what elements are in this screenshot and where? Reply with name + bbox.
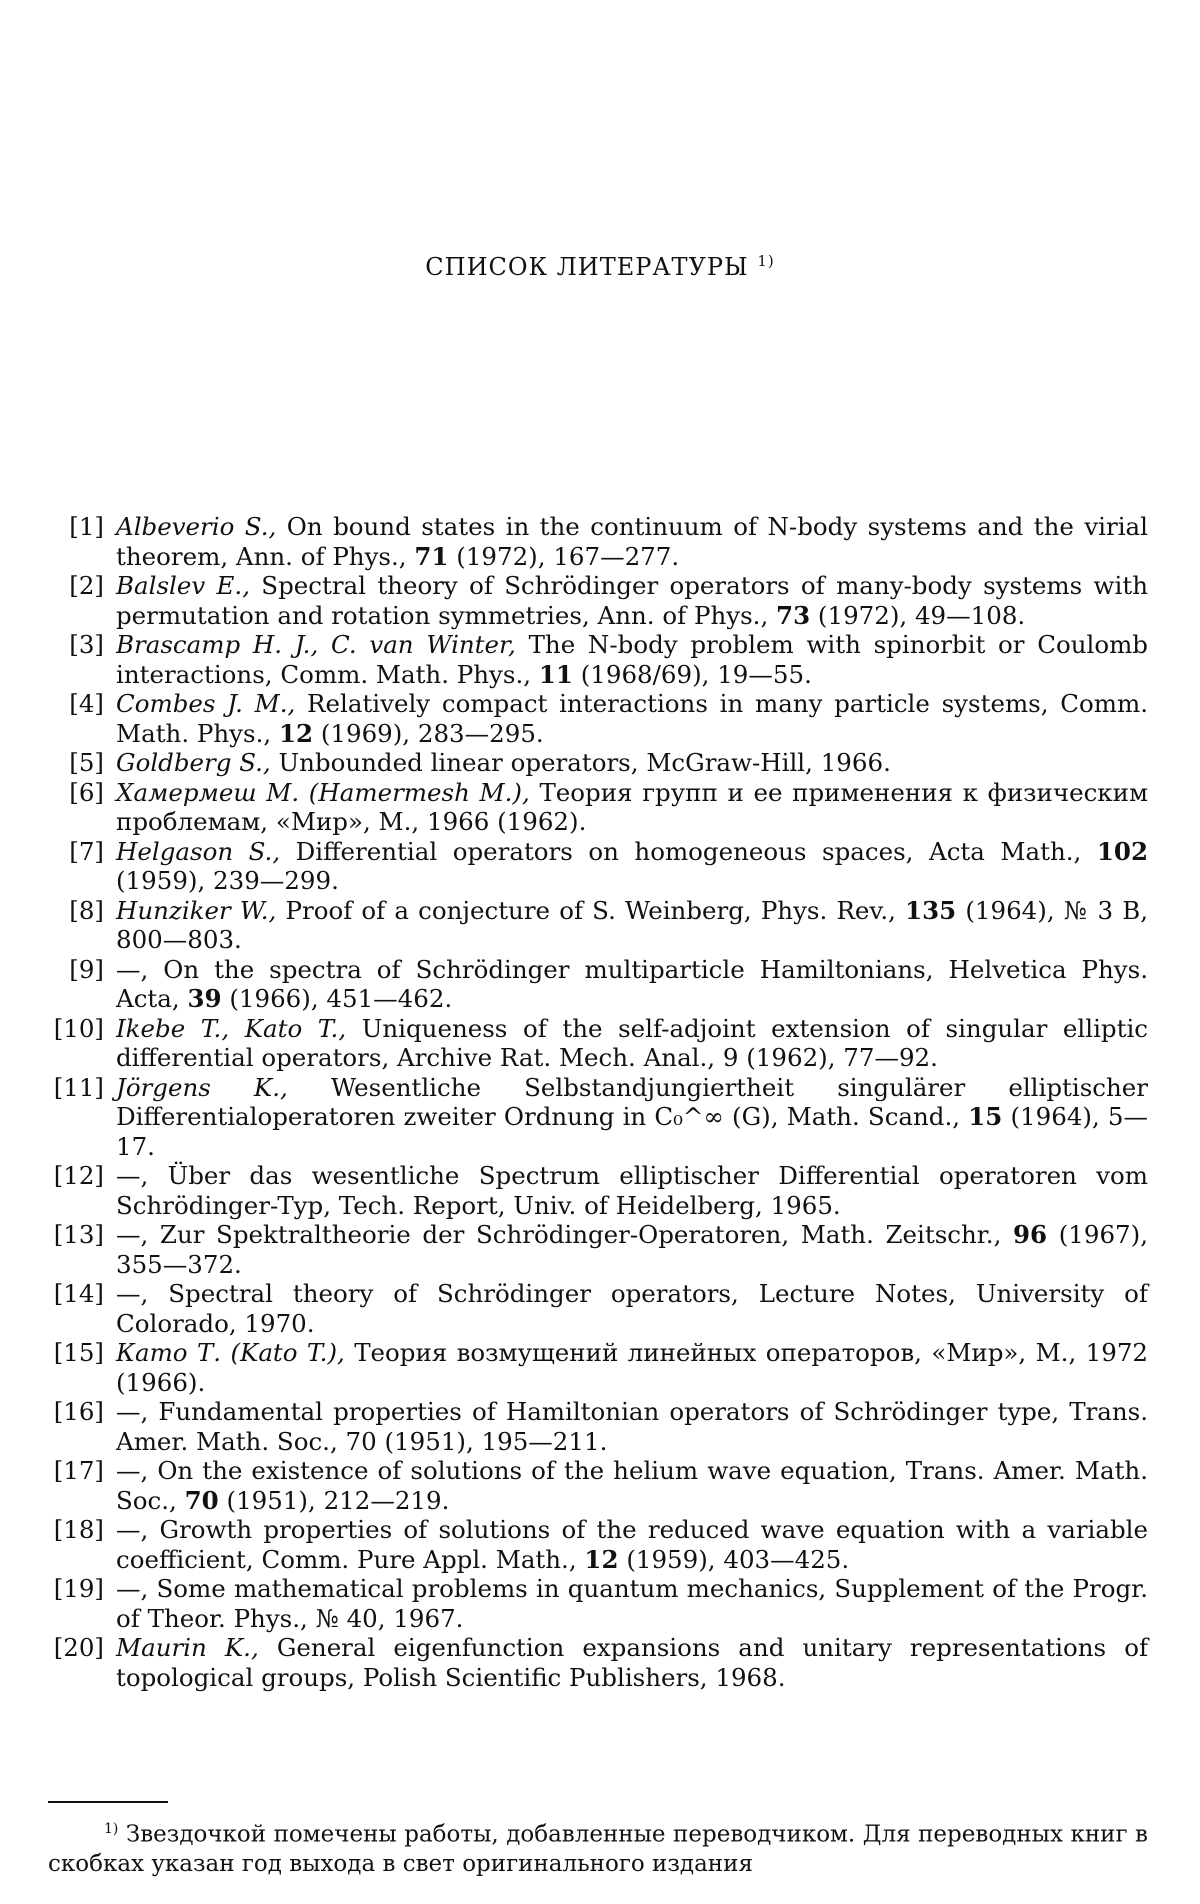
reference-authors: Хамермеш М. (Hamermesh M.), — [116, 777, 530, 807]
reference-item — [48, 689, 1148, 748]
reference-volume: 15 — [968, 1102, 1003, 1131]
reference-volume: 102 — [1096, 836, 1148, 866]
reference-text: The N-body problem with spinorbit or Coulomb interactions, Comm. Math. Phys., — [116, 630, 1148, 689]
reference-number: [14] — [53, 1279, 104, 1308]
reference-volume: 12 — [584, 1544, 619, 1574]
reference-item — [48, 955, 1148, 1014]
reference-volume: 11 — [538, 659, 573, 689]
reference-authors: Combes J. M., — [116, 689, 296, 718]
reference-authors: Maurin K., — [116, 1633, 259, 1662]
reference-rest: (1968/69), 19—55. — [572, 659, 812, 689]
reference-rest: (1969), 283—295. — [313, 718, 544, 748]
reference-number: [9] — [69, 954, 104, 984]
reference-number: [20] — [53, 1633, 104, 1662]
reference-item — [48, 1014, 1148, 1073]
reference-volume: 71 — [414, 541, 449, 571]
reference-rest: (1972), 167—277. — [448, 541, 680, 571]
reference-authors: Jörgens K., — [116, 1072, 288, 1102]
reference-item — [48, 1633, 1148, 1692]
reference-item — [48, 1515, 1148, 1574]
reference-number: [3] — [69, 630, 104, 659]
reference-authors: Ikebe T., Kato T., — [116, 1013, 347, 1043]
reference-number: [4] — [69, 689, 104, 718]
reference-number: [8] — [69, 895, 104, 925]
reference-text: —, Über das wesentliche Spectrum elliptischer Differential operatoren vom Schrödinger-Typ, Tech. Report, Univ. of Heidelberg, 1965. — [116, 1161, 1148, 1220]
reference-number: [2] — [69, 571, 104, 600]
reference-item — [48, 837, 1148, 896]
reference-volume: 73 — [776, 600, 811, 630]
reference-text: General eigenfunction expansions and unitary representations of topological groups, Polish Scientific Publishers, 1968. — [116, 1633, 1149, 1692]
reference-number: [18] — [53, 1515, 104, 1544]
reference-text: —, Spectral theory of Schrödinger operators, Lecture Notes, University of Colorado, 1970. — [116, 1279, 1148, 1338]
reference-text: Unbounded linear operators, McGraw-Hill, 1966. — [270, 748, 891, 777]
reference-number: [10] — [53, 1013, 104, 1043]
reference-text: Relatively compact interactions in many particle systems, Comm. Math. Phys., — [116, 689, 1149, 748]
reference-authors: Hunziker W., — [116, 895, 277, 925]
reference-volume: 39 — [187, 984, 222, 1013]
reference-number: [1] — [69, 512, 104, 541]
reference-volume: 70 — [184, 1485, 219, 1515]
reference-authors: Goldberg S., — [116, 748, 271, 777]
footnote-divider — [48, 1801, 168, 1803]
reference-item — [48, 512, 1148, 571]
reference-number: [16] — [53, 1397, 104, 1426]
reference-text: —, Some mathematical problems in quantum mechanics, Supplement of the Progr. of Theor. Phys., № 40, 1967. — [116, 1574, 1148, 1633]
reference-number: [17] — [53, 1456, 104, 1485]
reference-number: [15] — [53, 1338, 104, 1367]
footnote — [48, 1815, 1148, 1879]
reference-item — [48, 1338, 1148, 1397]
reference-rest: (1964), № 3 B, 800—803. — [116, 895, 1148, 954]
reference-number: [5] — [69, 748, 104, 777]
reference-authors: Като Т. (Kato T.), — [116, 1338, 345, 1367]
reference-authors: Helgason S., — [116, 836, 281, 866]
title-footnote-mark: 1) — [757, 252, 775, 270]
reference-number: [11] — [53, 1072, 104, 1102]
reference-authors: Albeverio S., — [116, 512, 277, 541]
reference-authors: Balslev E., — [116, 571, 250, 600]
reference-text: On bound states in the continuum of N-body systems and the virial theorem, Ann. of Phys., — [116, 512, 1148, 571]
reference-rest: (1959), 403—425. — [618, 1544, 850, 1574]
reference-text: Differential operators on homogeneous spaces, Acta Math., — [280, 836, 1097, 866]
reference-text: —, Fundamental properties of Hamiltonian operators of Schrödinger type, Trans. Amer. Math. Soc., 70 (1951), 195—211. — [116, 1397, 1148, 1456]
reference-number: [6] — [69, 777, 104, 807]
reference-text: —, Growth properties of solutions of the reduced wave equation with a variable coefficient, Comm. Pure Appl. Math., — [116, 1515, 1148, 1574]
reference-item — [48, 1397, 1148, 1456]
reference-text: Wesentliche Selbstandjungiertheit singulärer elliptischer Differentialoperatoren zweiter Ordnung in C₀^∞ (G), Math. Scand., — [116, 1072, 1148, 1131]
reference-item — [48, 630, 1148, 689]
reference-rest: (1972), 49—108. — [810, 600, 1026, 630]
reference-text: Теория возмущений линейных операторов, «Мир», М., 1972 (1966). — [116, 1338, 1148, 1397]
reference-text: Spectral theory of Schrödinger operators of many-body systems with permutation and rotation symmetries, Ann. of Phys., — [116, 571, 1148, 630]
footnote-text: Звездочкой помечены работы, добавленные переводчиком. Для переводных книг в скобках указан год выхода в свет оригинального издания — [48, 1821, 1148, 1877]
reference-number: [12] — [53, 1161, 104, 1190]
reference-rest: (1964), 5—17. — [116, 1102, 1149, 1161]
footnote-mark: 1) — [104, 1821, 119, 1837]
reference-text: —, On the spectra of Schrödinger multiparticle Hamiltonians, Helvetica Phys. Acta, — [116, 954, 1148, 1013]
reference-text: Теория групп и ее применения к физическим проблемам, «Мир», М., 1966 (1962). — [116, 777, 1148, 836]
reference-item — [48, 1220, 1148, 1279]
reference-item — [48, 1073, 1148, 1162]
reference-number: [13] — [53, 1220, 104, 1249]
reference-item — [48, 896, 1148, 955]
reference-list — [48, 512, 1148, 1692]
reference-item — [48, 778, 1148, 837]
reference-text: —, Zur Spektraltheorie der Schrödinger-Operatoren, Math. Zeitschr., — [116, 1220, 1013, 1249]
reference-volume: 96 — [1013, 1220, 1048, 1249]
reference-number: [19] — [53, 1574, 104, 1603]
reference-item — [48, 1161, 1148, 1220]
reference-number: [7] — [69, 836, 104, 866]
reference-volume: 12 — [278, 718, 314, 748]
reference-rest: (1951), 212—219. — [218, 1485, 450, 1515]
reference-text: Proof of a conjecture of S. Weinberg, Phys. Rev., — [276, 895, 906, 925]
reference-rest: (1966), 451—462. — [221, 984, 453, 1013]
reference-rest: (1967), 355—372. — [116, 1220, 1148, 1279]
reference-text: Uniqueness of the self-adjoint extension of singular elliptic differential operators, Archive Rat. Mech. Anal., 9 (1962), 77—92. — [116, 1013, 1148, 1072]
reference-item — [48, 1574, 1148, 1633]
page-title-text: СПИСОК ЛИТЕРАТУРЫ — [425, 253, 749, 281]
page-title — [0, 252, 1200, 281]
reference-volume: 135 — [905, 895, 957, 925]
reference-item — [48, 748, 1148, 778]
reference-authors: Brascamp H. J., C. van Winter, — [116, 630, 516, 659]
reference-item — [48, 571, 1148, 630]
reference-rest: (1959), 239—299. — [116, 866, 339, 895]
reference-text: —, On the existence of solutions of the helium wave equation, Trans. Amer. Math. Soc., — [116, 1456, 1148, 1515]
reference-item — [48, 1456, 1148, 1515]
reference-item — [48, 1279, 1148, 1338]
